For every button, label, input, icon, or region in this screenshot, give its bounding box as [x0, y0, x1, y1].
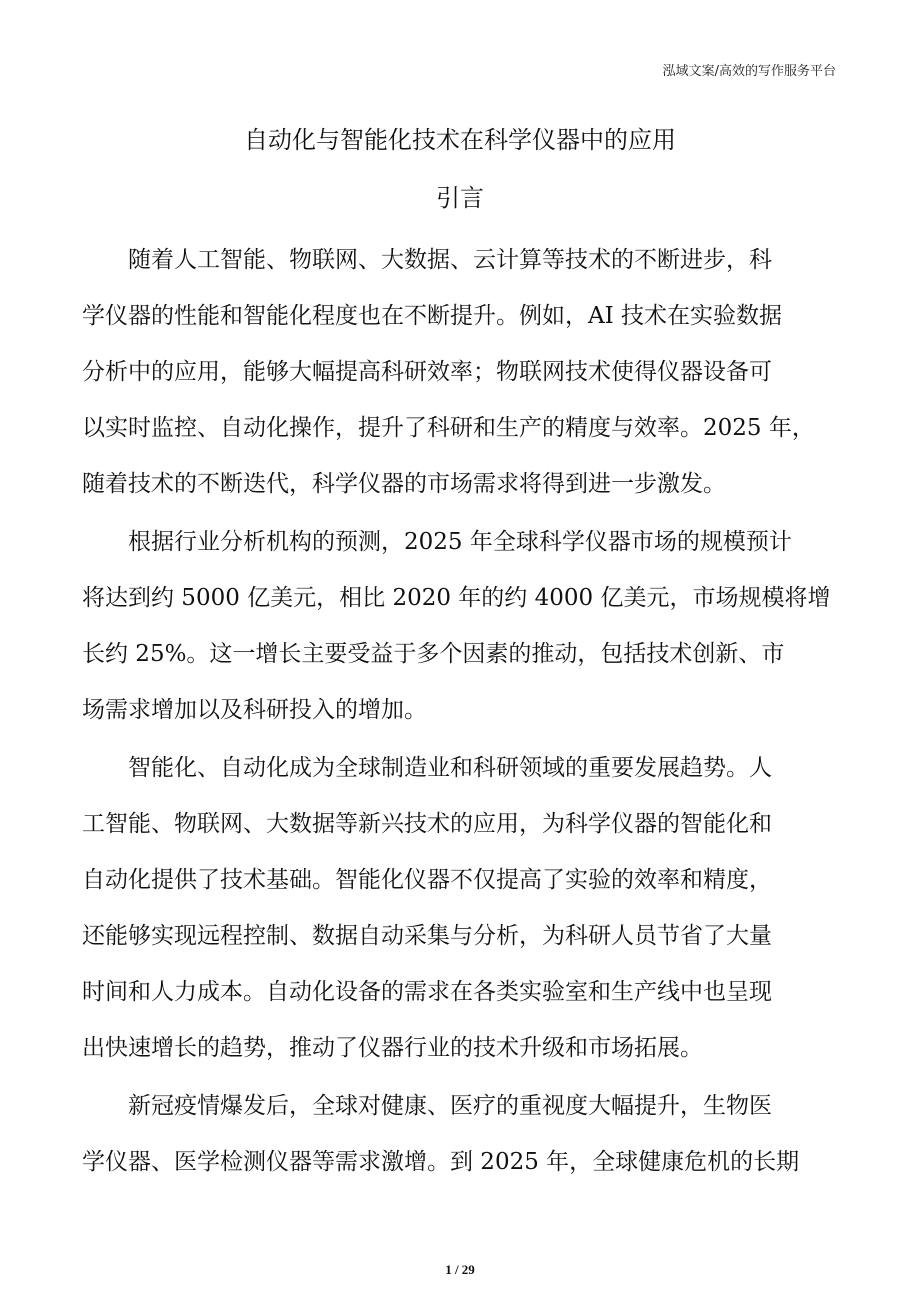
section-heading-intro: 引言 [436, 184, 484, 212]
paragraph-line: 新冠疫情爆发后，全球对健康、医疗的重视度大幅提升，生物医 [128, 1093, 772, 1119]
paragraph-2 [82, 514, 850, 738]
paragraph-line: 工智能、物联网、大数据等新兴技术的应用，为科学仪器的智能化和 [82, 811, 772, 837]
paragraph-line: 随着技术的不断迭代，科学仪器的市场需求将得到进一步激发。 [82, 471, 726, 497]
paragraph-line: 出快速增长的趋势，推动了仪器行业的技术升级和市场拓展。 [82, 1035, 703, 1061]
paragraph-1 [82, 232, 850, 512]
paragraph-line: 时间和人力成本。自动化设备的需求在各类实验室和生产线中也呈现 [82, 979, 772, 1005]
paragraph-3 [82, 740, 850, 1076]
body-content [82, 232, 850, 1192]
paragraph-line: 长约 25%。这一增长主要受益于多个因素的推动，包括技术创新、市 [82, 641, 785, 667]
document-title: 自动化与智能化技术在科学仪器中的应用 [244, 126, 676, 154]
paragraph-line: 学仪器的性能和智能化程度也在不断提升。例如，AI 技术在实验数据 [82, 303, 783, 329]
paragraph-line: 学仪器、医学检测仪器等需求激增。到 2025 年，全球健康危机的长期 [82, 1149, 800, 1175]
paragraph-line: 分析中的应用，能够大幅提高科研效率；物联网技术使得仪器设备可 [82, 359, 772, 385]
header-brand: 泓域文案/高效的写作服务平台 [662, 64, 836, 79]
paragraph-line: 以实时监控、自动化操作，提升了科研和生产的精度与效率。2025 年， [82, 415, 815, 441]
paragraph-line: 场需求增加以及科研投入的增加。 [82, 697, 427, 723]
paragraph-line: 还能够实现远程控制、数据自动采集与分析，为科研人员节省了大量 [82, 923, 772, 949]
paragraph-line: 自动化提供了技术基础。智能化仪器不仅提高了实验的效率和精度， [82, 867, 772, 893]
paragraph-line: 随着人工智能、物联网、大数据、云计算等技术的不断进步，科 [128, 247, 772, 273]
paragraph-4 [82, 1078, 850, 1190]
page-number: 1 / 29 [445, 1262, 475, 1277]
paragraph-line: 将达到约 5000 亿美元，相比 2020 年的约 4000 亿美元，市场规模将增 [82, 585, 831, 611]
paragraph-line: 智能化、自动化成为全球制造业和科研领域的重要发展趋势。人 [128, 755, 772, 781]
paragraph-line: 根据行业分析机构的预测，2025 年全球科学仪器市场的规模预计 [128, 529, 792, 555]
